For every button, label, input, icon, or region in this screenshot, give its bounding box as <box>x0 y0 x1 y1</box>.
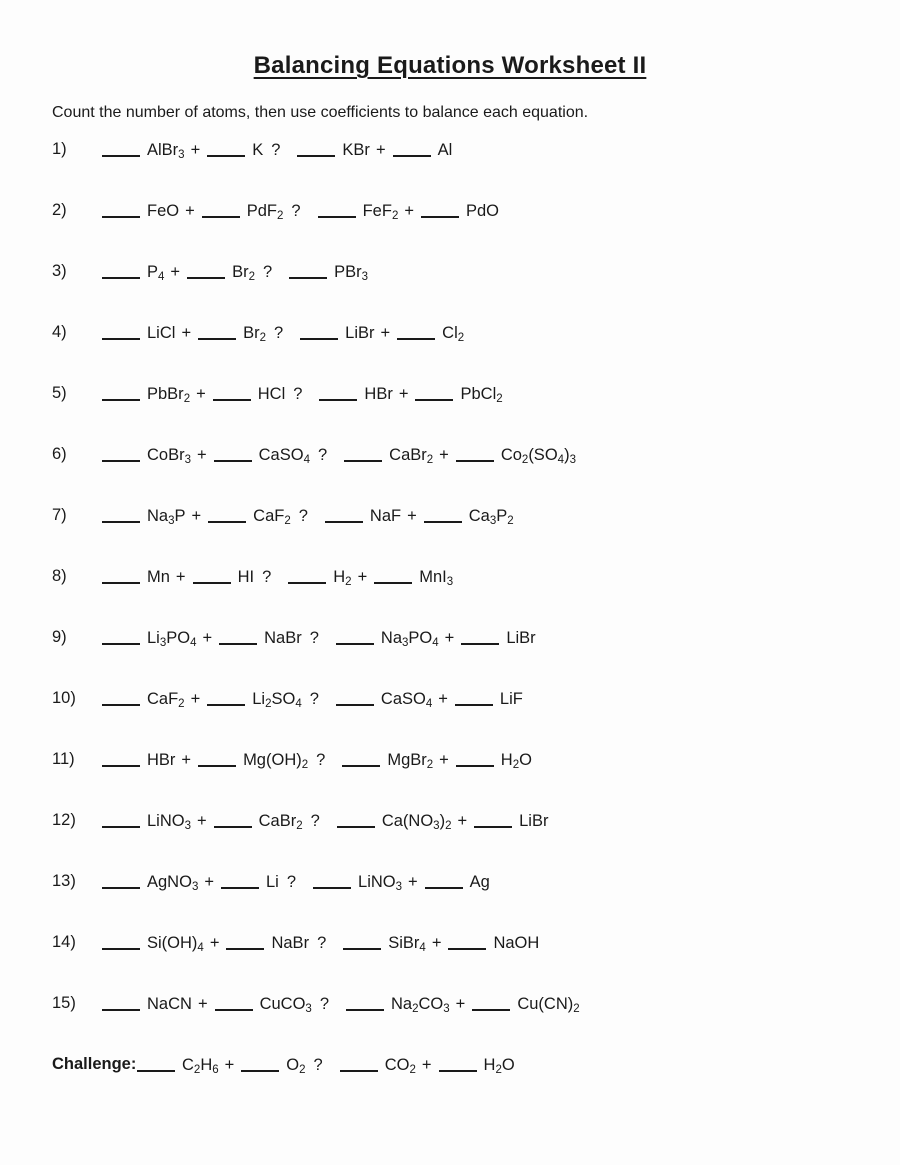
chemical-formula: $Ca(NO_3)_2$ <box>381 811 452 832</box>
subscript: 3 <box>395 880 403 893</box>
chemical-formula: Ag <box>469 872 490 891</box>
chemical-formula: $P_4$ <box>147 262 165 283</box>
plus-sign: + <box>444 628 455 647</box>
subscript: 3 <box>305 1002 312 1015</box>
chemical-formula: NaCN <box>147 994 192 1013</box>
yields-separator: ? <box>309 628 319 647</box>
equation-number: 14) <box>52 932 76 951</box>
subscript: 2 <box>193 1063 201 1076</box>
coefficient-blank <box>207 688 245 706</box>
page-title-text: Balancing Equations Worksheet II <box>253 52 647 79</box>
subscript: 2 <box>445 819 452 832</box>
subscript: 2 <box>248 270 255 283</box>
subscript: 3 <box>446 575 454 588</box>
coefficient-blank <box>318 200 356 218</box>
plus-sign: + <box>375 140 386 159</box>
subscript: 2 <box>277 209 284 222</box>
plus-sign: + <box>197 445 207 464</box>
subscript: 3 <box>443 1002 450 1015</box>
coefficient-blank <box>336 688 374 706</box>
coefficient-blank <box>393 139 431 157</box>
coefficient-blank <box>336 627 374 645</box>
plus-sign: + <box>191 506 202 525</box>
coefficient-blank <box>456 749 494 767</box>
subscript: 2 <box>265 697 272 710</box>
equation-number: 13) <box>52 871 76 890</box>
chemical-formula: $Br_2$ <box>232 262 255 283</box>
chemical-formula: LiF <box>499 689 523 708</box>
yields-separator: ? <box>262 567 272 586</box>
chemical-formula: LiNO$_3$ <box>358 872 403 893</box>
subscript: 3 <box>489 514 497 527</box>
subscript: 3 <box>569 453 576 466</box>
coefficient-blank <box>425 871 463 889</box>
chemical-formula: $Li_2SO_4$ <box>252 689 302 710</box>
equation-expression <box>102 932 900 953</box>
chemical-formula: $Cu(CN)_2$ <box>517 994 580 1015</box>
equation-row <box>0 261 900 322</box>
plus-sign: + <box>380 323 391 342</box>
equation-list <box>0 139 900 1115</box>
coefficient-blank <box>102 993 140 1011</box>
coefficient-blank <box>346 993 384 1011</box>
yields-separator: ? <box>317 933 327 952</box>
chemical-formula: CoBr$_3$ <box>147 445 191 466</box>
coefficient-blank <box>415 383 453 401</box>
equation-row <box>0 322 900 383</box>
subscript: 2 <box>457 331 465 344</box>
equation-number: 11) <box>52 749 75 768</box>
subscript: 3 <box>178 148 185 161</box>
instruction-text: Count the number of atoms, then use coefficients to balance each equation. <box>52 103 589 121</box>
subscript: 2 <box>495 1063 502 1076</box>
chemical-formula: NaF <box>369 506 402 525</box>
chemical-formula: NaBr <box>264 628 302 647</box>
subscript: 2 <box>391 209 399 222</box>
chemical-formula: $H_2O$ <box>500 750 532 771</box>
coefficient-blank <box>455 688 493 706</box>
equation-expression <box>102 688 900 709</box>
page-title <box>0 0 900 81</box>
chemical-formula: MnI$_3$ <box>419 567 454 588</box>
equation-expression <box>102 261 900 282</box>
equation-row <box>0 932 900 993</box>
equation-row <box>0 749 900 810</box>
coefficient-blank <box>213 383 251 401</box>
coefficient-blank <box>198 322 236 340</box>
coefficient-blank <box>313 871 351 889</box>
subscript: 2 <box>178 697 185 710</box>
chemical-formula: CaBr$_2$ <box>258 811 303 832</box>
plus-sign: + <box>439 445 449 464</box>
yields-separator: ? <box>262 262 273 281</box>
plus-sign: + <box>421 1055 432 1074</box>
chemical-formula: CaBr$_2$ <box>389 445 434 466</box>
plus-sign: + <box>438 689 448 708</box>
chemical-formula: CaSO$_4$ <box>380 689 433 710</box>
plus-sign: + <box>204 872 214 891</box>
coefficient-blank <box>289 261 327 279</box>
chemical-formula: FeO <box>147 201 180 220</box>
subscript: 2 <box>301 758 309 771</box>
coefficient-blank <box>102 322 140 340</box>
plus-sign: + <box>185 201 195 220</box>
subscript: 2 <box>521 453 529 466</box>
equation-row <box>0 688 900 749</box>
coefficient-blank <box>241 1054 279 1072</box>
chemical-formula: KBr <box>342 140 370 159</box>
subscript: 4 <box>197 941 204 954</box>
equation-row <box>0 444 900 505</box>
chemical-formula: CaF$_2$ <box>147 689 185 710</box>
chemical-formula: $Cl_2$ <box>442 323 465 344</box>
chemical-formula: CuCO$_3$ <box>259 994 312 1015</box>
chemical-formula: CaSO$_4$ <box>258 445 310 466</box>
coefficient-blank <box>421 200 459 218</box>
yields-separator: ? <box>291 201 301 220</box>
equation-number: 15) <box>52 993 76 1012</box>
subscript: 2 <box>573 1002 580 1015</box>
coefficient-blank <box>424 505 462 523</box>
yields-separator: ? <box>309 689 319 708</box>
subscript: 2 <box>409 1063 416 1076</box>
coefficient-blank <box>102 871 140 889</box>
chemical-formula: PbCl$_2$ <box>460 384 503 405</box>
subscript: 2 <box>496 392 503 405</box>
equation-expression <box>102 871 900 892</box>
chemical-formula: NaBr <box>271 933 310 952</box>
chemical-formula: FeF$_2$ <box>362 201 399 222</box>
subscript: 3 <box>184 819 191 832</box>
plus-sign: + <box>209 933 220 952</box>
yields-separator: ? <box>310 811 320 830</box>
chemical-formula: $Mg(OH)_2$ <box>243 750 309 771</box>
equation-number: 12) <box>52 810 76 829</box>
plus-sign: + <box>197 811 207 830</box>
plus-sign: + <box>357 567 368 586</box>
equation-expression <box>102 810 900 831</box>
equation-expression <box>102 383 900 404</box>
yields-separator: ? <box>271 140 281 159</box>
subscript: 4 <box>432 636 439 649</box>
plus-sign: + <box>190 689 201 708</box>
chemical-formula: LiBr <box>506 628 536 647</box>
chemical-formula: $Br_2$ <box>243 323 266 344</box>
subscript: 2 <box>512 758 520 771</box>
chemical-formula: HBr <box>147 750 176 769</box>
equation-row <box>0 810 900 871</box>
equation-row <box>0 383 900 444</box>
equation-number: 6) <box>52 444 67 463</box>
chemical-formula: PBr$_3$ <box>334 262 369 283</box>
coefficient-blank <box>215 993 253 1011</box>
coefficient-blank <box>456 444 494 462</box>
subscript: 4 <box>158 270 165 283</box>
yields-separator: ? <box>293 384 303 403</box>
chemical-formula: CaF$_2$ <box>253 506 291 527</box>
challenge-row <box>0 1054 900 1115</box>
chemical-formula: $Na_3P$ <box>147 506 186 527</box>
plus-sign: + <box>408 872 418 891</box>
equation-row <box>0 505 900 566</box>
coefficient-blank <box>474 810 512 828</box>
equation-number: 3) <box>52 261 67 280</box>
chemical-formula: HI <box>237 567 255 586</box>
plus-sign: + <box>181 323 192 342</box>
chemical-formula: $C_2H_6$ <box>182 1055 219 1076</box>
subscript: 4 <box>190 636 197 649</box>
equation-expression <box>102 627 900 648</box>
coefficient-blank <box>448 932 486 950</box>
yields-separator: ? <box>319 994 330 1013</box>
coefficient-blank <box>102 688 140 706</box>
coefficient-blank <box>342 749 380 767</box>
chemical-formula: HBr <box>364 384 393 403</box>
chemical-formula: K <box>252 140 264 159</box>
equation-number: 4) <box>52 322 67 341</box>
chemical-formula: $Co_2(SO_4)_3$ <box>500 445 576 466</box>
subscript: 3 <box>168 514 175 527</box>
coefficient-blank <box>102 749 140 767</box>
coefficient-blank <box>319 383 357 401</box>
chemical-formula: AlBr$_3$ <box>147 140 185 161</box>
plus-sign: + <box>181 750 192 769</box>
coefficient-blank <box>214 444 252 462</box>
chemical-formula: Al <box>437 140 453 159</box>
equation-number: 10) <box>52 688 76 707</box>
chemical-formula: $CO_2$ <box>384 1055 416 1076</box>
coefficient-blank <box>221 871 259 889</box>
equation-expression <box>102 566 900 587</box>
subscript: 3 <box>191 880 199 893</box>
equation-expression <box>102 505 900 526</box>
chemical-formula: HCl <box>257 384 286 403</box>
plus-sign: + <box>170 262 181 281</box>
subscript: 4 <box>557 453 565 466</box>
chemical-formula: LiBr <box>345 323 375 342</box>
equation-number: 9) <box>52 627 67 646</box>
equation-expression <box>102 139 900 160</box>
chemical-formula: LiNO$_3$ <box>147 811 191 832</box>
plus-sign: + <box>175 567 186 586</box>
yields-separator: ? <box>273 323 284 342</box>
coefficient-blank <box>214 810 252 828</box>
subscript: 3 <box>361 270 369 283</box>
equation-expression <box>102 444 900 465</box>
chemical-formula: LiBr <box>519 811 549 830</box>
yields-separator: ? <box>317 445 328 464</box>
equation-number: 1) <box>52 139 67 158</box>
equation-expression <box>102 993 900 1014</box>
chemical-formula: PdO <box>465 201 500 220</box>
subscript: 2 <box>426 453 434 466</box>
equation-expression <box>102 200 900 221</box>
equation-row <box>0 566 900 627</box>
coefficient-blank <box>102 383 140 401</box>
coefficient-blank <box>102 627 140 645</box>
subscript: 3 <box>402 636 409 649</box>
subscript: 2 <box>259 331 266 344</box>
plus-sign: + <box>439 750 449 769</box>
subscript: 2 <box>183 392 191 405</box>
chemical-formula: $Na_3PO_4$ <box>380 628 439 649</box>
coefficient-blank <box>472 993 510 1011</box>
yields-separator: ? <box>313 1055 323 1074</box>
equation-row <box>0 139 900 200</box>
equation-row <box>0 871 900 932</box>
coefficient-blank <box>300 322 338 340</box>
equation-expression <box>137 1054 900 1075</box>
coefficient-blank <box>207 139 245 157</box>
coefficient-blank <box>102 505 140 523</box>
subscript: 2 <box>284 514 291 527</box>
coefficient-blank <box>297 139 335 157</box>
plus-sign: + <box>398 384 409 403</box>
chemical-formula: PdF$_2$ <box>246 201 284 222</box>
coefficient-blank <box>102 444 140 462</box>
equation-number: 2) <box>52 200 67 219</box>
chemical-formula: LiCl <box>147 323 176 342</box>
coefficient-blank <box>439 1054 477 1072</box>
coefficient-blank <box>337 810 375 828</box>
plus-sign: + <box>224 1055 235 1074</box>
subscript: 2 <box>345 575 352 588</box>
coefficient-blank <box>102 261 140 279</box>
coefficient-blank <box>102 566 140 584</box>
chemical-formula: Li <box>265 872 279 891</box>
equation-number: 5) <box>52 383 67 402</box>
coefficient-blank <box>374 566 412 584</box>
coefficient-blank <box>288 566 326 584</box>
yields-separator: ? <box>298 506 308 525</box>
subscript: 2 <box>296 819 303 832</box>
subscript: 2 <box>412 1002 419 1015</box>
chemical-formula: $Ca_3P_2$ <box>468 506 514 527</box>
subscript: 2 <box>507 514 514 527</box>
challenge-label: Challenge: <box>52 1054 137 1073</box>
coefficient-blank <box>102 139 140 157</box>
coefficient-blank <box>102 932 140 950</box>
plus-sign: + <box>190 140 201 159</box>
chemical-formula: $H_2$ <box>333 567 352 588</box>
chemical-formula: PbBr$_2$ <box>147 384 191 405</box>
subscript: 4 <box>425 697 433 710</box>
chemical-formula: NaOH <box>493 933 540 952</box>
coefficient-blank <box>198 749 236 767</box>
coefficient-blank <box>343 932 381 950</box>
subscript: 3 <box>159 636 167 649</box>
chemical-formula: $Si(OH)_4$ <box>147 933 204 954</box>
coefficient-blank <box>461 627 499 645</box>
coefficient-blank <box>202 200 240 218</box>
subscript: 6 <box>212 1063 219 1076</box>
chemical-formula: $Na_2CO_3$ <box>391 994 450 1015</box>
plus-sign: + <box>407 506 417 525</box>
chemical-formula: MgBr$_2$ <box>387 750 434 771</box>
coefficient-blank <box>137 1054 175 1072</box>
subscript: 4 <box>419 941 426 954</box>
coefficient-blank <box>344 444 382 462</box>
equation-row <box>0 200 900 261</box>
coefficient-blank <box>219 627 257 645</box>
subscript: 2 <box>299 1063 306 1076</box>
equation-number: 8) <box>52 566 67 585</box>
plus-sign: + <box>196 384 206 403</box>
subscript: 4 <box>295 697 302 710</box>
plus-sign: + <box>404 201 414 220</box>
coefficient-blank <box>208 505 246 523</box>
plus-sign: + <box>197 994 208 1013</box>
plus-sign: + <box>457 811 468 830</box>
equation-expression <box>102 322 900 343</box>
yields-separator: ? <box>286 872 297 891</box>
subscript: 3 <box>433 819 440 832</box>
plus-sign: + <box>202 628 213 647</box>
chemical-formula: $H_2O$ <box>483 1055 515 1076</box>
yields-separator: ? <box>316 750 326 769</box>
coefficient-blank <box>226 932 264 950</box>
plus-sign: + <box>431 933 442 952</box>
equation-expression <box>102 749 900 770</box>
subscript: 4 <box>303 453 310 466</box>
chemical-formula: Mn <box>147 567 170 586</box>
subscript: 3 <box>184 453 191 466</box>
chemical-formula: $O_2$ <box>286 1055 306 1076</box>
coefficient-blank <box>340 1054 378 1072</box>
coefficient-blank <box>187 261 225 279</box>
coefficient-blank <box>193 566 231 584</box>
coefficient-blank <box>102 200 140 218</box>
chemical-formula: AgNO$_3$ <box>147 872 199 893</box>
subscript: 2 <box>426 758 434 771</box>
coefficient-blank <box>102 810 140 828</box>
plus-sign: + <box>455 994 466 1013</box>
coefficient-blank <box>325 505 363 523</box>
equation-row <box>0 993 900 1054</box>
chemical-formula: SiBr$_4$ <box>388 933 426 954</box>
equation-number: 7) <box>52 505 67 524</box>
equation-row <box>0 627 900 688</box>
chemical-formula: $Li_3PO_4$ <box>147 628 197 649</box>
coefficient-blank <box>397 322 435 340</box>
